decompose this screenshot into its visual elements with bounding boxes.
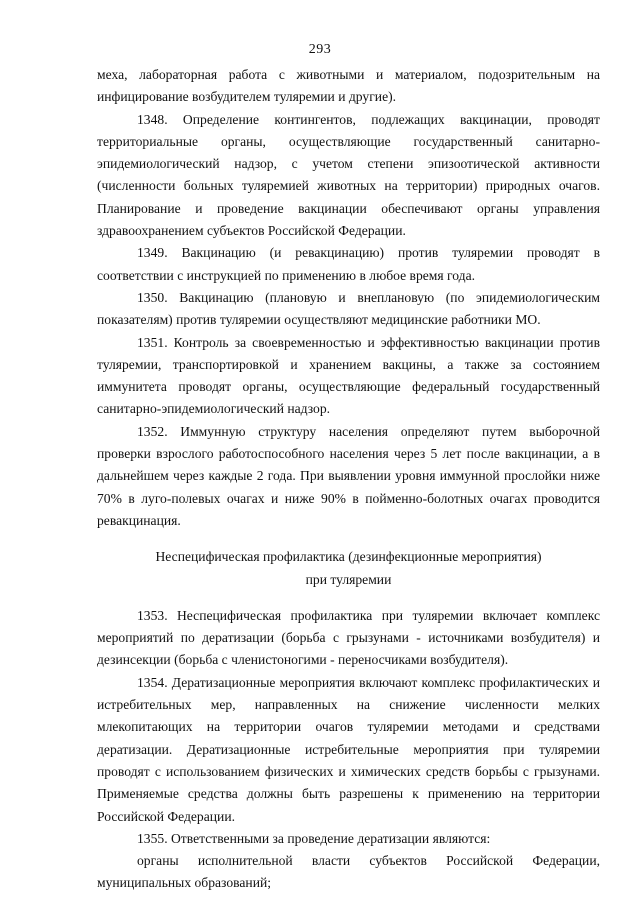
page-number: 293 [308,42,332,57]
paragraph-1351: 1351. Контроль за своевременностью и эффективностью вакцинации против туляремии, транспортировкой и хранением вакцины, а также за состоянием иммунитета проводят органы, осуществляющие федеральный государственный санитарно-эпидемиологический надзор. [97,334,600,417]
paragraph-1350: 1350. Вакцинацию (плановую и внеплановую (по эпидемиологическим показателям) против туляремии осуществляют медицинские работники МО. [97,289,600,328]
document-body [97,64,600,895]
section-heading [97,546,600,591]
section-heading-line-1: Неспецифическая профилактика (дезинфекционные мероприятия) [155,549,542,565]
paragraph-1348: 1348. Определение контингентов, подлежащих вакцинации, проводят территориальные органы, осуществляющие государственный санитарно-эпидемиологический надзор, с учетом степени эпизоотической активности (численности больных туляремией животных на территории) природных очагов. Планирование и проведение вакцинации обеспечивают органы управления здравоохранением субъектов Российской Федерации. [97,111,600,239]
paragraph-1349: 1349. Вакцинацию (и ревакцинацию) против туляремии проводят в соответствии с инструкцией по применению в любое время года. [97,245,600,283]
paragraph-1355: 1355. Ответственными за проведение дератизации являются: [137,830,491,846]
section-heading-line-2: при туляремии [305,571,392,587]
paragraph-1353: 1353. Неспецифическая профилактика при туляремии включает комплекс мероприятий по дератизации (борьба с грызунами - источниками возбудителя) и дезинсекции (борьба с членистоногими - переносчиками возбудителя). [97,607,600,668]
paragraph-continuation: меха, лабораторная работа с животными и материалом, подозрительным на инфицирование возбудителем туляремии и другие). [97,67,600,105]
paragraph-1352: 1352. Иммунную структуру населения определяют путем выборочной проверки взрослого работоспособного населения через 5 лет после вакцинации, а в дальнейшем через каждые 2 года. При выявлении уровня иммунной прослойки ниже 70% в луго-полевых очагах и ниже 90% в пойменно-болотных очагах проводится ревакцинация. [97,423,600,528]
paragraph-1354: 1354. Дератизационные мероприятия включают комплекс профилактических и истребительных мер, направленных на снижение численности мелких млекопитающих на территории очагов туляремии методами и средствами дератизации. Дератизационные истребительные мероприятия при туляремии проводят с использованием физических и химических средств борьбы с грызунами. Применяемые средства должны быть разрешены к применению на территории Российской Федерации. [97,674,600,824]
paragraph-1355-item: органы исполнительной власти субъектов Российской Федерации, муниципальных образований; [97,853,600,891]
